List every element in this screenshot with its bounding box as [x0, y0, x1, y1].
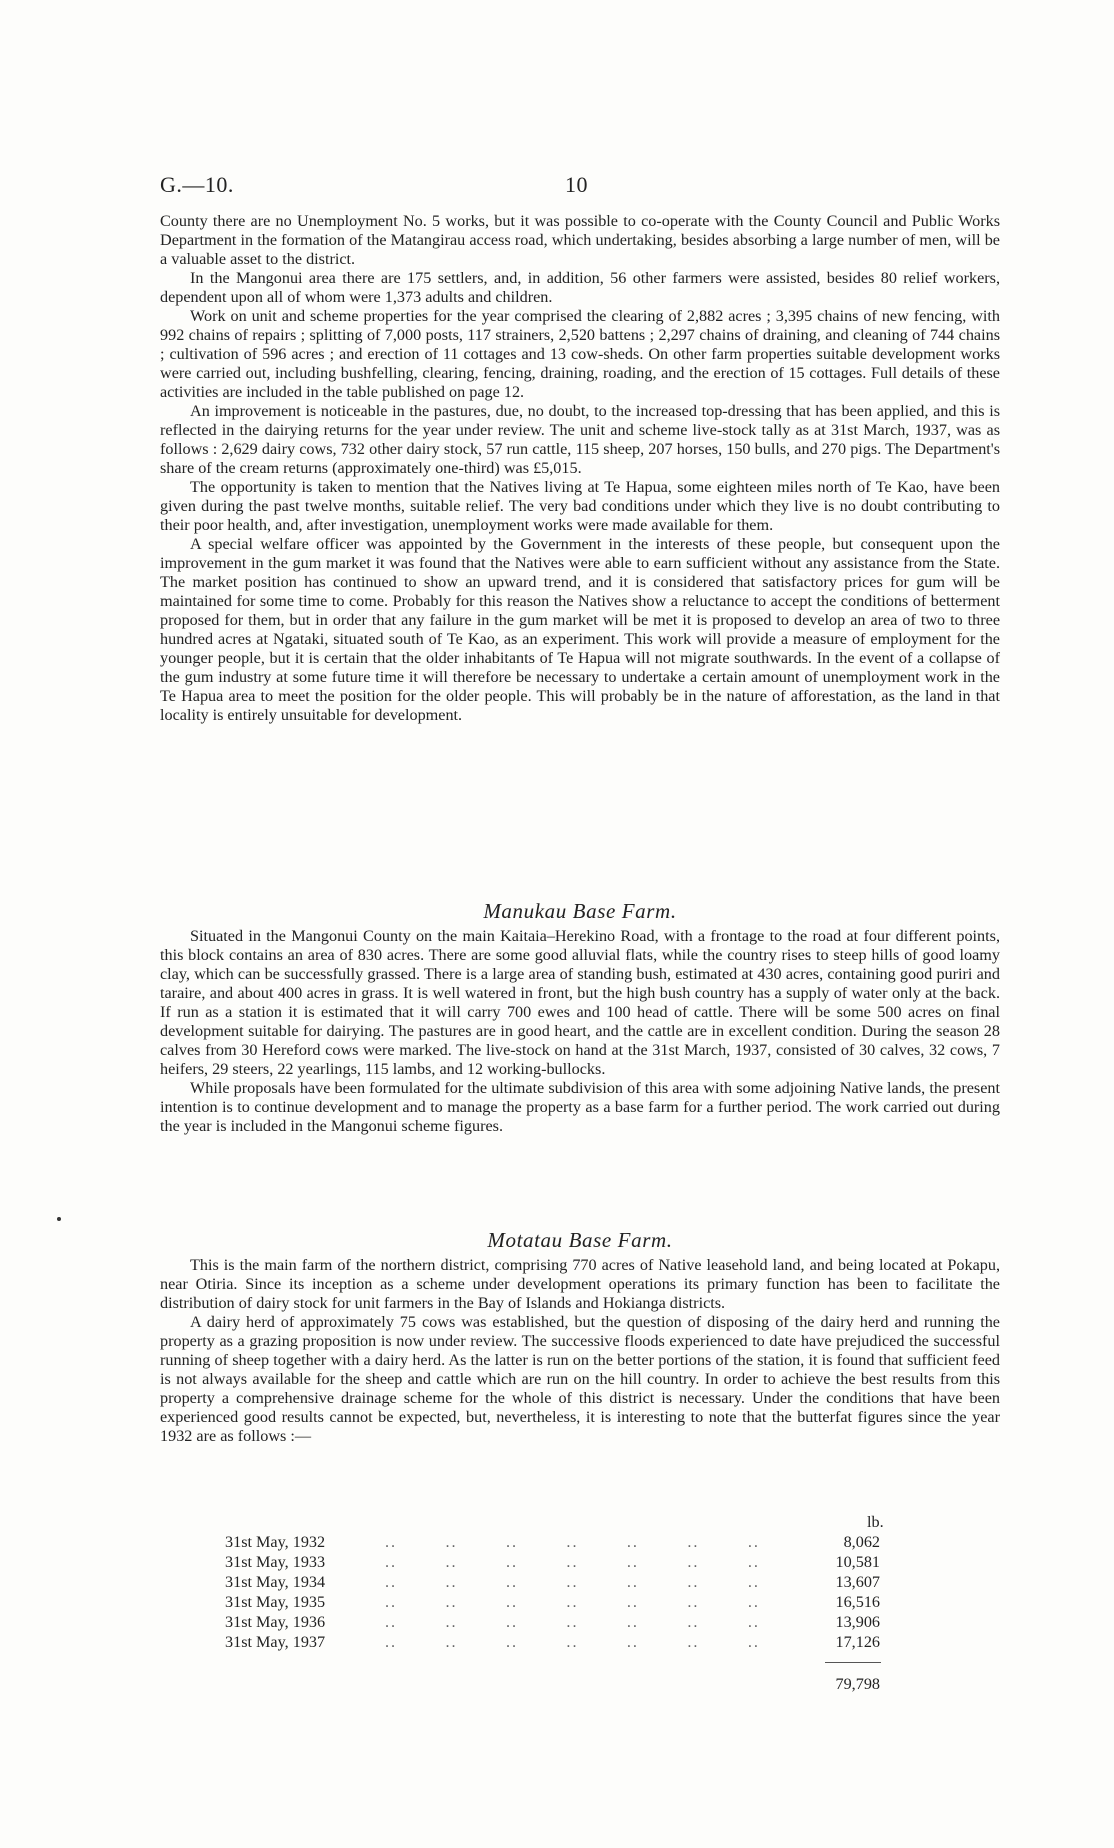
table-row	[225, 1532, 925, 1552]
paragraph: A dairy herd of approximately 75 cows was established, but the question of disposing of the dairy herd and running the property as a grazing proposition is now under review. The successive floods experienced to date have prejudiced the successful running of sheep together with a dairy herd. As the latter is run on the better portions of the station, it is found that sufficient feed is not always available for the sheep and cattle which are run on the hill country. In order to achieve the best results from this property a comprehensive drainage scheme for the whole of this district is necessary. Under the conditions that have been experienced good results cannot be expected, but, nevertheless, it is interesting to note that the butterfat figures since the year 1932 are as follows :—	[160, 1313, 1000, 1445]
page-number: 10	[565, 172, 588, 197]
row-date: 31st May, 1934	[225, 1573, 326, 1591]
section-mangonui	[160, 212, 1000, 725]
dot-leader: .. .. .. .. .. .. ..	[385, 1593, 760, 1611]
row-value: 13,607	[835, 1573, 880, 1591]
row-value: 8,062	[843, 1533, 880, 1551]
table-total: 79,798	[835, 1675, 880, 1693]
section-manukau	[160, 927, 1000, 1136]
row-value: 17,126	[835, 1633, 880, 1651]
row-value: 16,516	[835, 1593, 880, 1611]
dot-leader: .. .. .. .. .. .. ..	[385, 1633, 760, 1651]
row-value: 13,906	[835, 1613, 880, 1631]
row-date: 31st May, 1932	[225, 1533, 326, 1551]
dot-leader: .. .. .. .. .. .. ..	[385, 1553, 760, 1571]
unit-label: lb.	[867, 1513, 884, 1531]
paragraph: Work on unit and scheme properties for the year comprised the clearing of 2,882 acres ; 3,395 chains of new fencing, with 992 chains of repairs ; splitting of 7,000 posts, 117 strainers, 2,520 battens ; 2,297 chains of draining, and cleaning of 744 chains ; cultivation of 596 acres ; and erection of 11 cottages and 13 cow-sheds. On other farm properties suitable development works were carried out, including bushfelling, clearing, fencing, draining, roading, and the erection of 15 cottages. Full details of these activities are included in the table published on page 12.	[160, 307, 1000, 401]
paragraph: This is the main farm of the northern district, comprising 770 acres of Native leasehold land, and being located at Pokapu, near Otiria. Since its inception as a scheme under development operations its primary function has been to facilitate the distribution of dairy stock for unit farmers in the Bay of Islands and Hokianga districts.	[160, 1256, 1000, 1312]
dot-leader: .. .. .. .. .. .. ..	[385, 1573, 760, 1591]
paragraph: Situated in the Mangonui County on the main Kaitaia–Herekino Road, with a frontage to the road at four different points, this block contains an area of 830 acres. There are some good alluvial flats, while the country rises to steep hills of good loamy clay, which can be successfully grassed. There is a large area of standing bush, estimated at 430 acres, containing good puriri and taraire, and about 400 acres in grass. It is well watered in front, but the high bush country has a supply of water only at the back. If run as a station it is estimated that it will carry 700 ewes and 100 head of cattle. There will be some 500 acres on final development suitable for dairying. The pastures are in good heart, and the cattle are in excellent condition. During the season 28 calves from 30 Hereford cows were marked. The live-stock on hand at the 31st March, 1937, consisted of 30 calves, 32 cows, 7 heifers, 29 steers, 22 yearlings, 115 lambs, and 12 working-bullocks.	[160, 927, 1000, 1078]
paragraph: The opportunity is taken to mention that the Natives living at Te Hapua, some eighteen miles north of Te Kao, have been given during the past twelve months, suitable relief. The very bad conditions under which they live is no doubt contributing to their poor health, and, after investigation, unemployment works were made available for them.	[160, 478, 1000, 534]
table-row	[225, 1552, 925, 1572]
document-code: G.—10.	[160, 172, 234, 197]
margin-mark	[57, 1217, 61, 1221]
paragraph: An improvement is noticeable in the pastures, due, no doubt, to the increased top-dressing that has been applied, and this is reflected in the dairying returns for the year under review. The unit and scheme live-stock tally as at 31st March, 1937, was as follows : 2,629 dairy cows, 732 other dairy stock, 57 run cattle, 115 sheep, 207 horses, 150 bulls, and 270 pigs. The Department's share of the cream returns (approximately one-third) was £5,015.	[160, 402, 1000, 477]
table-row	[225, 1572, 925, 1592]
row-date: 31st May, 1935	[225, 1593, 326, 1611]
table-row	[225, 1612, 925, 1632]
table-row	[225, 1632, 925, 1652]
paragraph: In the Mangonui area there are 175 settlers, and, in addition, 56 other farmers were assisted, besides 80 relief workers, dependent upon all of whom were 1,373 adults and children.	[160, 269, 1000, 306]
row-date: 31st May, 1933	[225, 1553, 326, 1571]
section-motatau	[160, 1256, 1000, 1446]
paragraph: While proposals have been formulated for the ultimate subdivision of this area with some adjoining Native lands, the present intention is to continue development and to manage the property as a base farm for a further period. The work carried out during the year is included in the Mangonui scheme figures.	[160, 1079, 1000, 1135]
row-date: 31st May, 1936	[225, 1613, 326, 1631]
paragraph: County there are no Unemployment No. 5 works, but it was possible to co-operate with the County Council and Public Works Department in the formation of the Matangirau access road, which undertaking, besides absorbing a large number of men, will be a valuable asset to the district.	[160, 212, 1000, 268]
row-date: 31st May, 1937	[225, 1633, 326, 1651]
heading-manukau: Manukau Base Farm.	[483, 899, 677, 923]
table-row	[225, 1592, 925, 1612]
row-value: 10,581	[835, 1553, 880, 1571]
heading-motatau: Motatau Base Farm.	[487, 1228, 673, 1252]
dot-leader: .. .. .. .. .. .. ..	[385, 1613, 760, 1631]
total-rule	[825, 1662, 881, 1663]
paragraph: A special welfare officer was appointed by the Government in the interests of these people, but consequent upon the improvement in the gum market it was found that the Natives were able to earn sufficient without any assistance from the State. The market position has continued to show an upward trend, and it is considered that satisfactory prices for gum will be maintained for some time to come. Probably for this reason the Natives show a reluctance to accept the conditions of betterment proposed for them, but in order that any failure in the gum market will be met it is proposed to develop an area of two to three hundred acres at Ngataki, situated south of Te Kao, as an experiment. This work will provide a measure of employment for the younger people, but it is certain that the older inhabitants of Te Hapua will not migrate southwards. In the event of a collapse of the gum industry at some future time it will therefore be necessary to undertake a certain amount of unemployment work in the Te Hapua area to meet the position for the older people. This will probably be in the nature of afforestation, as the land in that locality is entirely unsuitable for development.	[160, 535, 1000, 724]
dot-leader: .. .. .. .. .. .. ..	[385, 1533, 760, 1551]
